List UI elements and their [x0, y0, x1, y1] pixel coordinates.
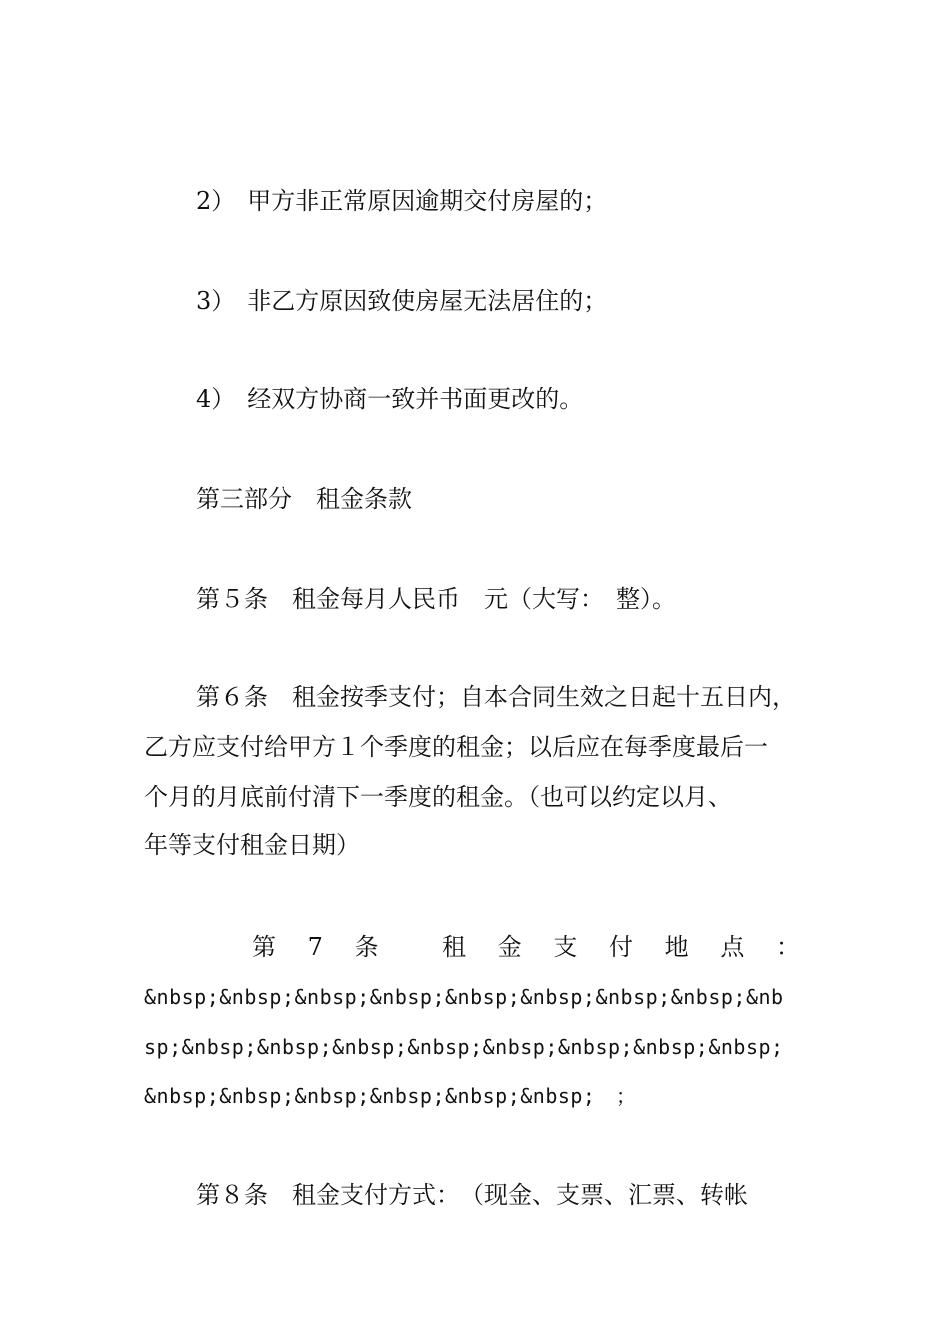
article-6-line-4: 年等支付租金日期）	[144, 831, 360, 859]
nbsp-line-2: sp;&nbsp;&nbsp;&nbsp;&nbsp;&nbsp;&nbsp;&nbsp;&nbsp;	[144, 1035, 784, 1059]
article-7-heading	[252, 932, 800, 962]
nbsp-line-1: &nbsp;&nbsp;&nbsp;&nbsp;&nbsp;&nbsp;&nbsp;&nbsp;&nb	[144, 985, 784, 1009]
article-7-char: 付	[608, 933, 633, 961]
article-6-line-1: 第６条 租金按季支付；自本合同生效之日起十五日内，	[196, 683, 796, 711]
article-6-line-3: 个月的月底前付清下一季度的租金。（也可以约定以月、	[144, 783, 732, 811]
list-item-2: 2） 甲方非正常原因逾期交付房屋的；	[196, 187, 608, 215]
article-7-char: 金	[497, 933, 522, 961]
article-7-char: 条	[354, 933, 379, 961]
article-7-char: 第	[252, 933, 276, 961]
list-item-4: 4） 经双方协商一致并书面更改的。	[196, 385, 584, 413]
article-8: 第８条 租金支付方式： （现金、支票、汇票、转帐	[196, 1181, 748, 1209]
article-7-char: 地	[664, 933, 689, 961]
article-5: 第５条 租金每月人民币 元（大写： 整）。	[196, 585, 676, 613]
nbsp-line-3: &nbsp;&nbsp;&nbsp;&nbsp;&nbsp;&nbsp; ；	[144, 1084, 637, 1108]
article-7-char: 租	[441, 933, 466, 961]
article-7-char: 支	[553, 933, 578, 961]
section-heading-part3: 第三部分 租金条款	[196, 485, 412, 513]
list-item-3: 3） 非乙方原因致使房屋无法居住的；	[196, 287, 608, 315]
article-7-char: 7	[307, 933, 323, 961]
article-7-char: 点	[720, 933, 745, 961]
article-7-char: ：	[776, 933, 800, 961]
article-6-line-2: 乙方应支付给甲方１个季度的租金；以后应在每季度最后一	[144, 733, 768, 761]
